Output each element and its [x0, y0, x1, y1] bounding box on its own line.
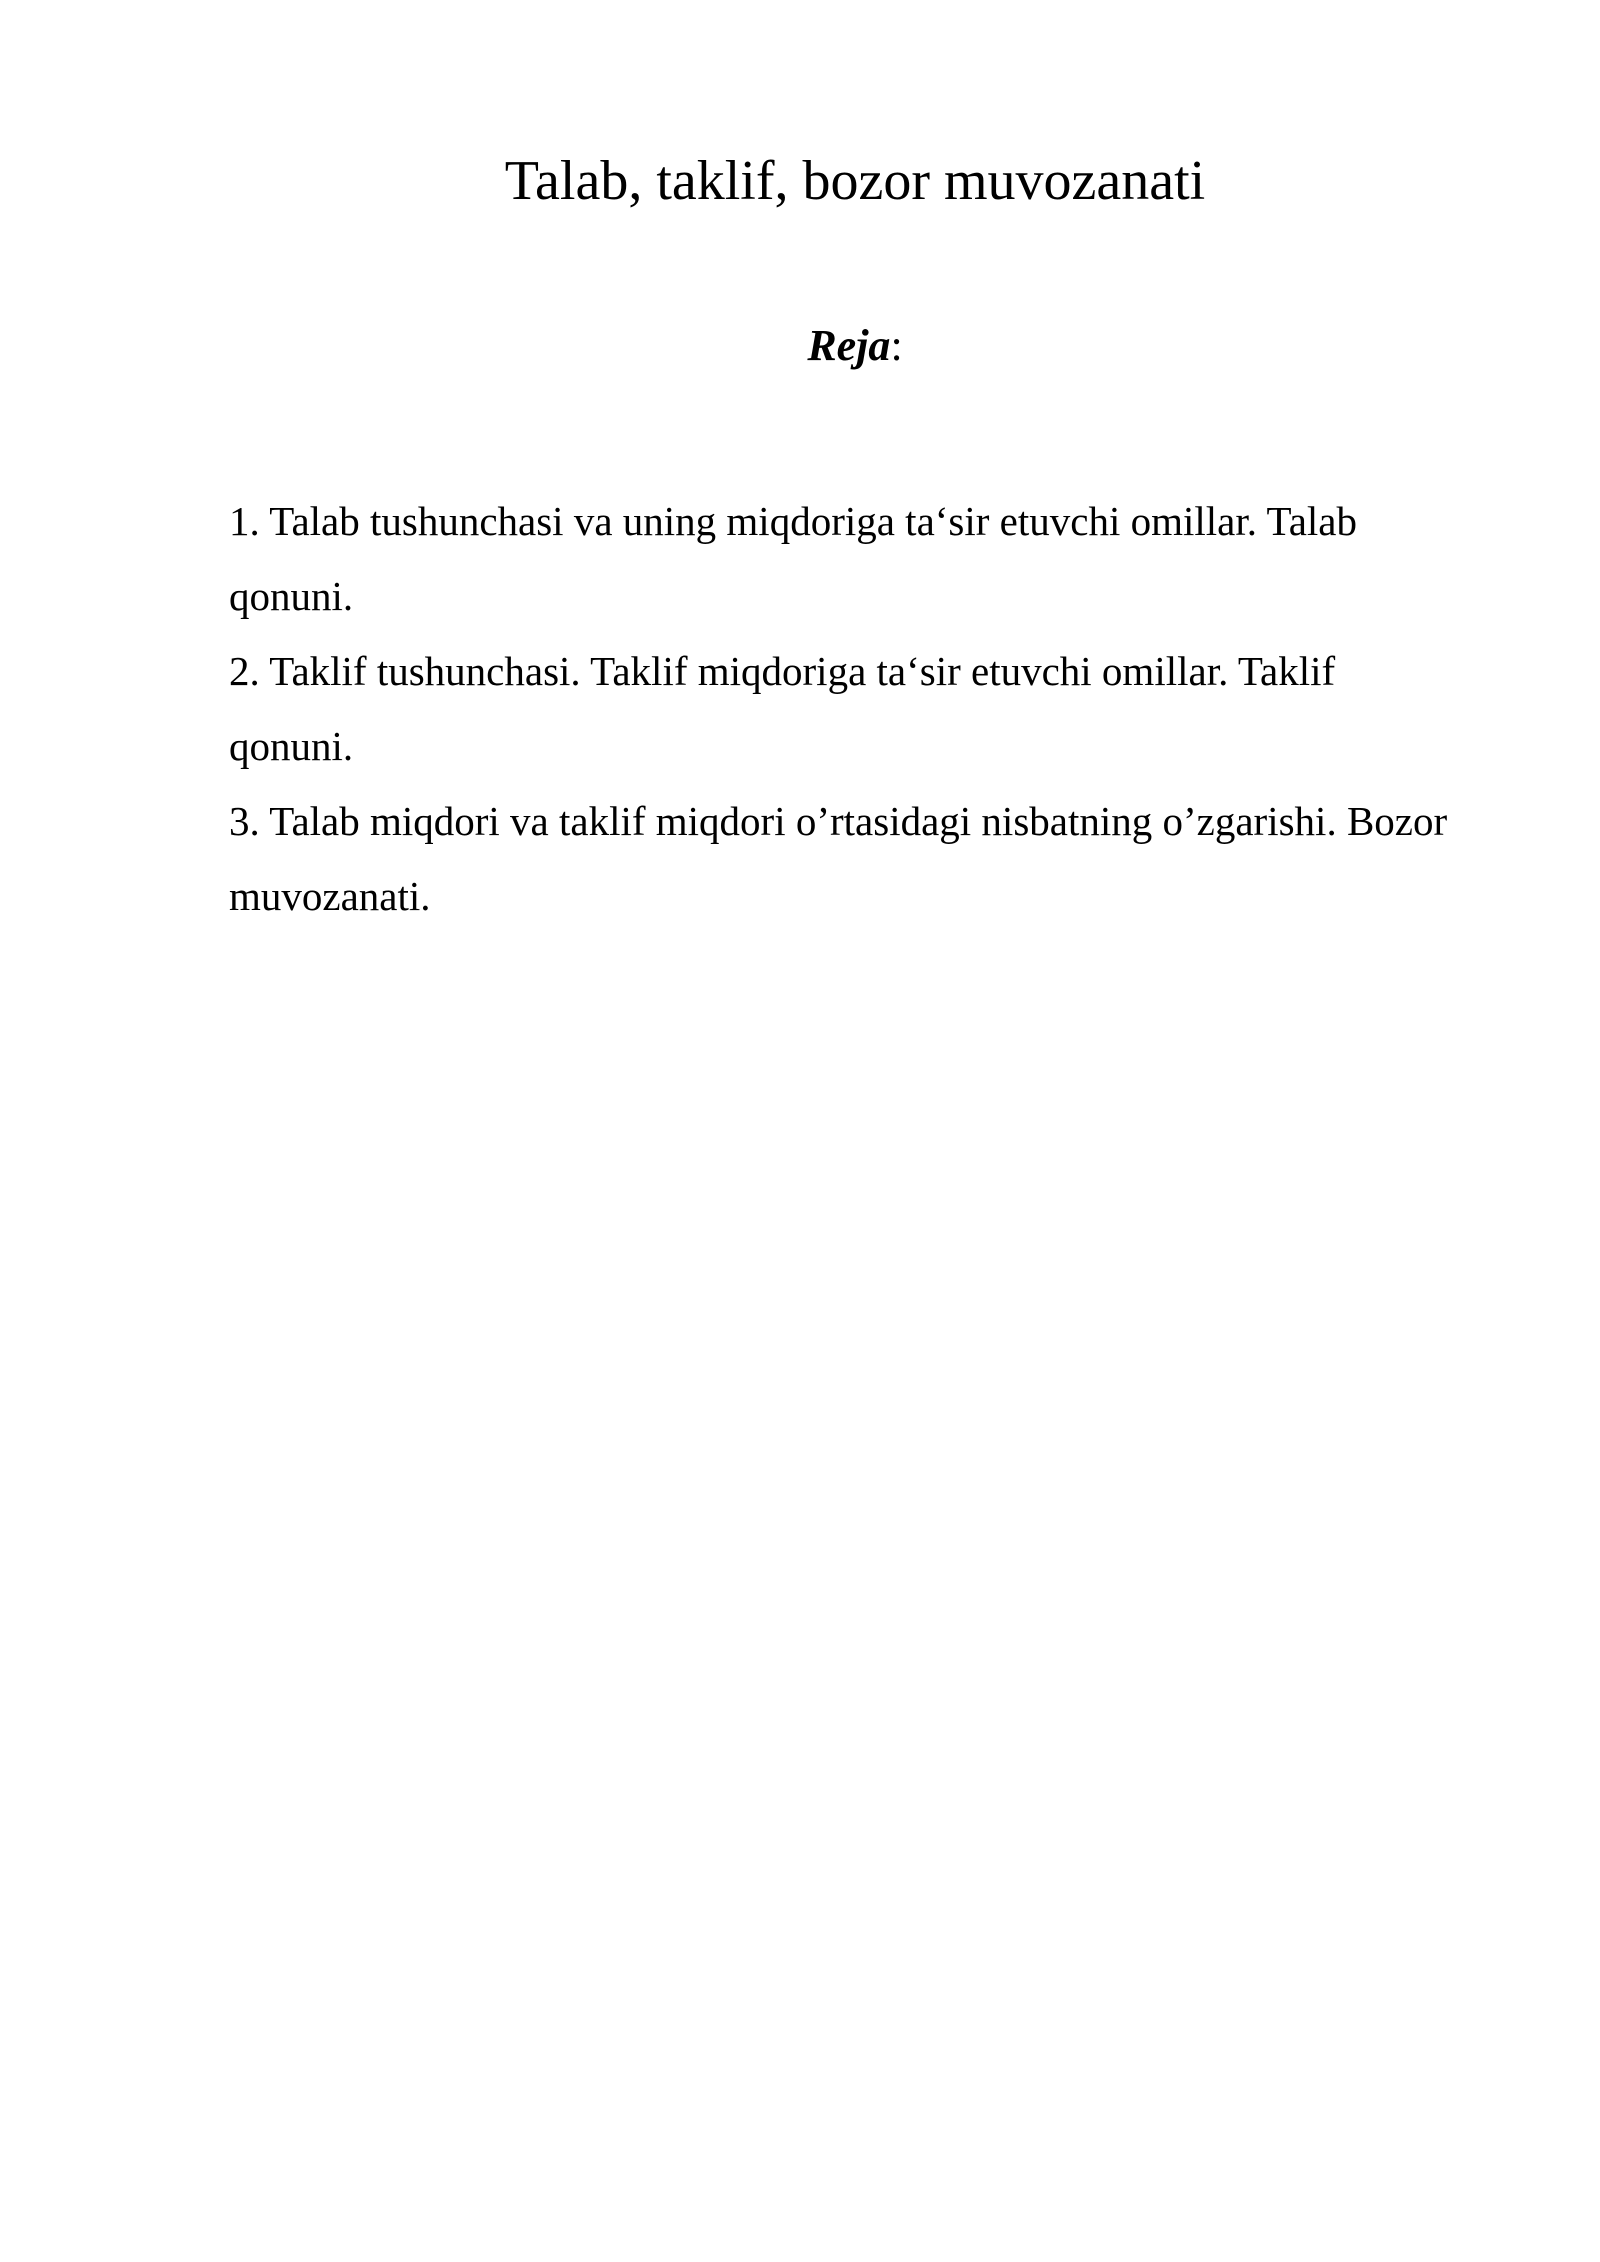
- plan-item-3: 3. Talab miqdori va taklif miqdori o’rtasidagi nisbatning o’zgarishi. Bozor muvozanati.: [229, 798, 1448, 919]
- plan-item-2: 2. Taklif tushunchasi. Taklif miqdoriga ta‘sir etuvchi omillar. Taklif qonuni.: [229, 648, 1336, 769]
- plan-heading-colon: :: [890, 321, 903, 370]
- plan-list: [229, 484, 1459, 934]
- document-title: Talab, taklif, bozor muvozanati: [504, 150, 1206, 212]
- plan-item-1: 1. Talab tushunchasi va uning miqdoriga ta‘sir etuvchi omillar. Talab qonuni.: [229, 498, 1357, 619]
- plan-heading-word: Reja: [807, 321, 891, 370]
- plan-heading: [0, 320, 1600, 373]
